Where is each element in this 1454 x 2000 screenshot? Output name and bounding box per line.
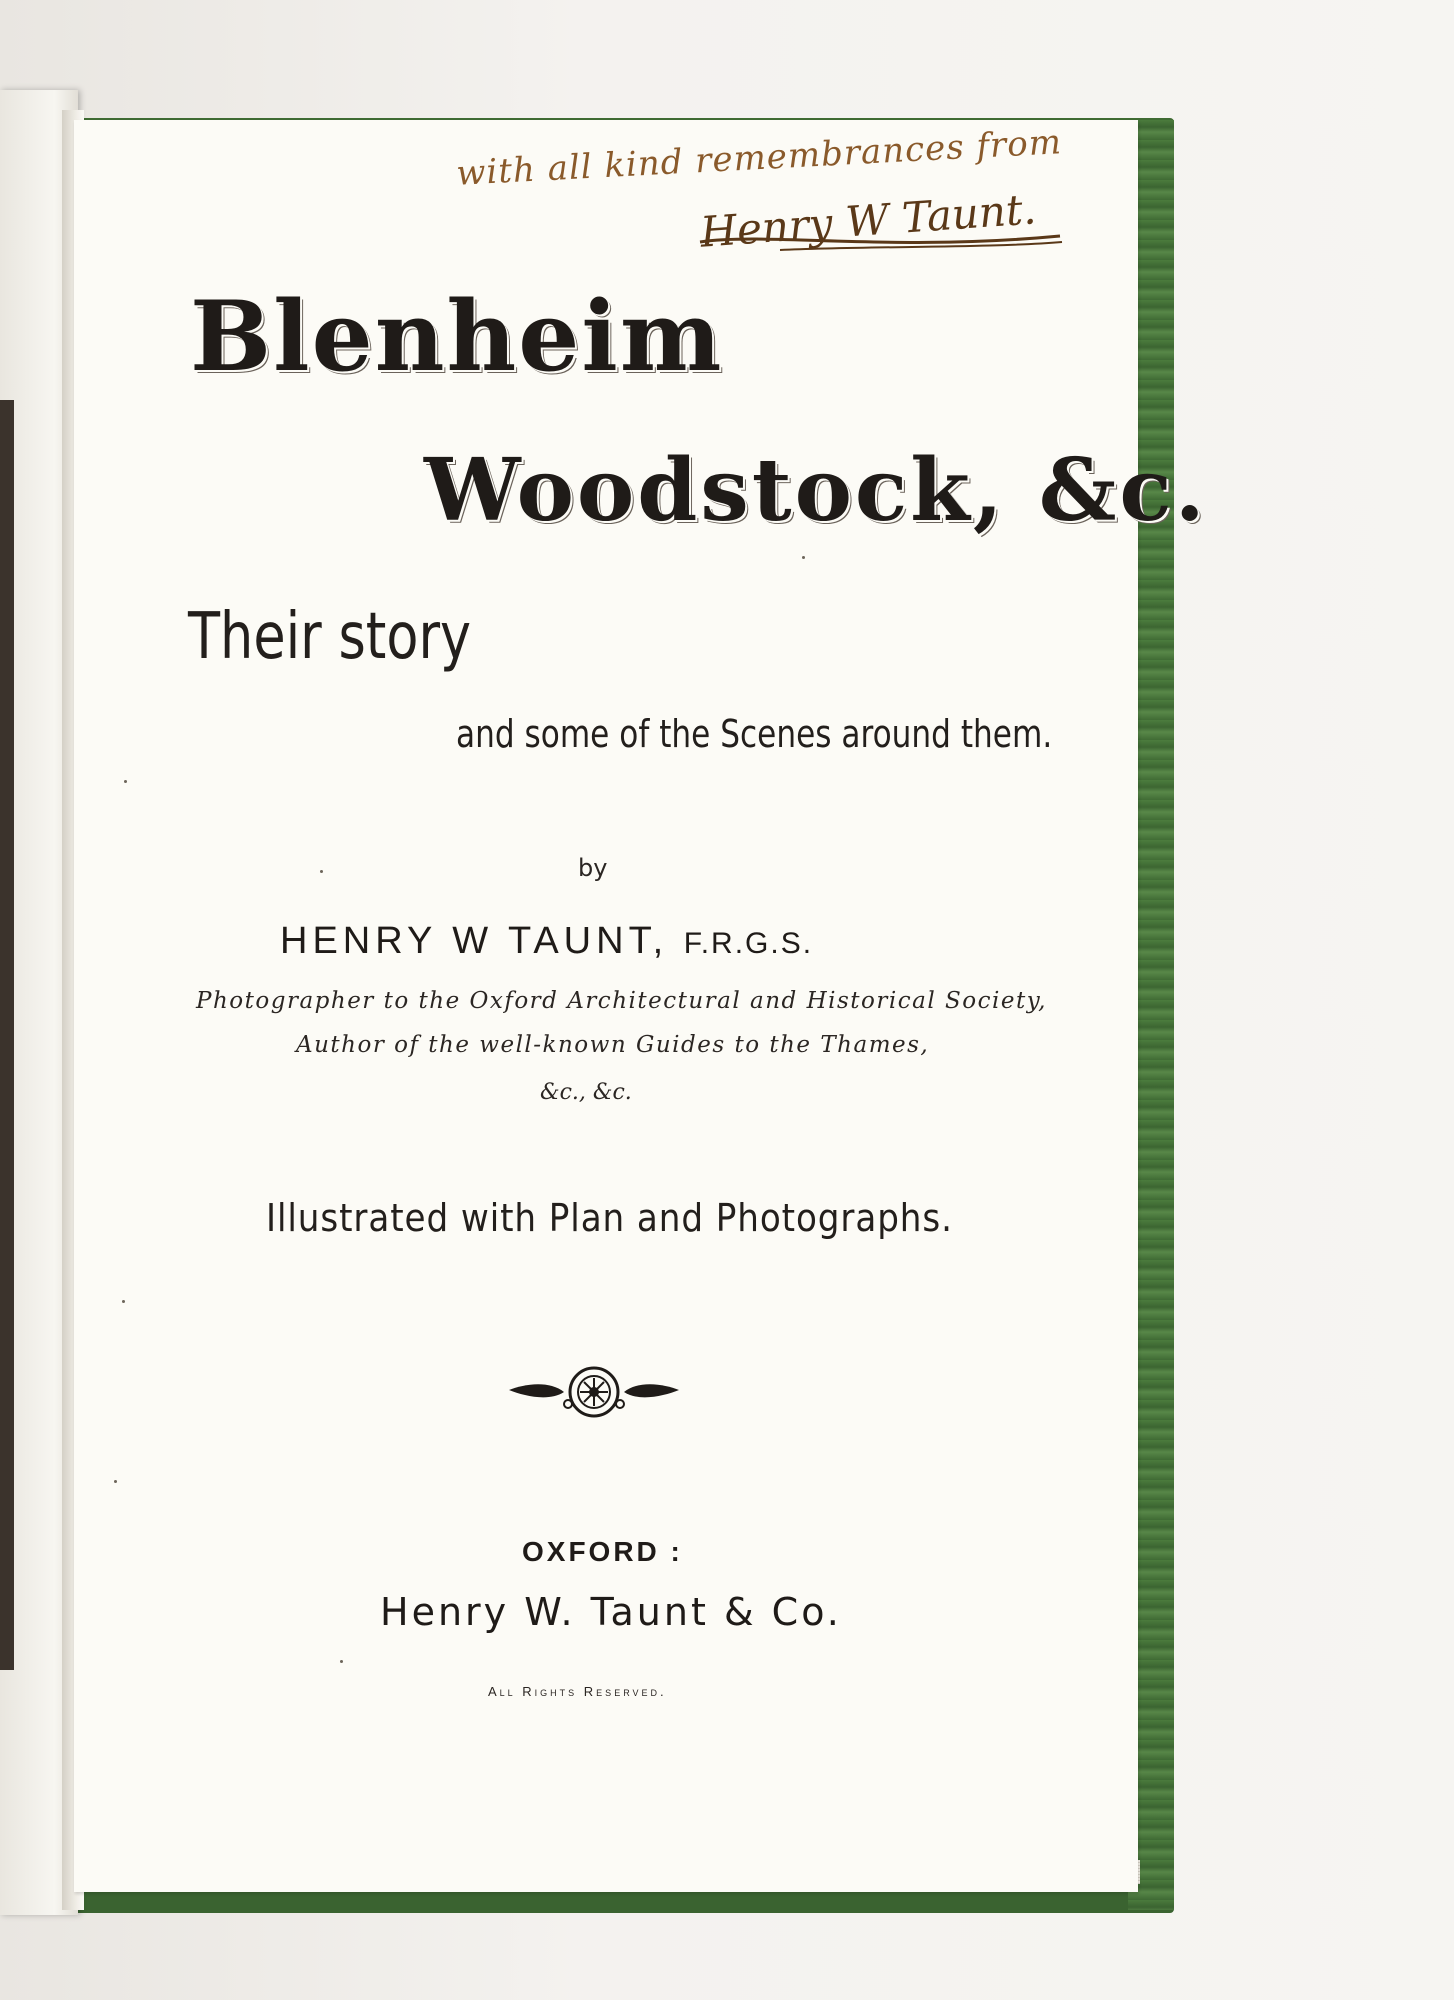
imprint-publisher: Henry W. Taunt & Co. xyxy=(380,1590,842,1634)
author-line xyxy=(280,920,813,963)
frontispiece-edge xyxy=(0,400,14,1670)
author-honours: F.R.G.S. xyxy=(683,927,814,960)
rights-reserved: All Rights Reserved. xyxy=(488,1684,667,1699)
by-label: by xyxy=(578,854,608,882)
handwritten-inscription: with all kind remembrances from xyxy=(455,122,1063,194)
handwritten-signature: Henry W Taunt. xyxy=(698,184,1038,257)
author-credit-3: &c., &c. xyxy=(540,1080,632,1105)
author-credit-1: Photographer to the Oxford Architectural and Historical Society, xyxy=(196,988,1047,1014)
illustrated-line: Illustrated with Plan and Photographs. xyxy=(266,1196,953,1240)
imprint-city: OXFORD : xyxy=(522,1536,683,1567)
signature-flourish xyxy=(690,222,1070,262)
author-name: HENRY W TAUNT, xyxy=(280,920,669,962)
title-woodstock: Woodstock, &c. xyxy=(424,440,1208,541)
title-blenheim: Blenheim xyxy=(190,280,724,393)
title-their-story: Their story xyxy=(188,600,472,674)
floral-ornament-icon xyxy=(504,1362,684,1422)
subtitle: and some of the Scenes around them. xyxy=(456,712,1053,756)
author-credit-2: Author of the well-known Guides to the Thames, xyxy=(296,1032,930,1058)
